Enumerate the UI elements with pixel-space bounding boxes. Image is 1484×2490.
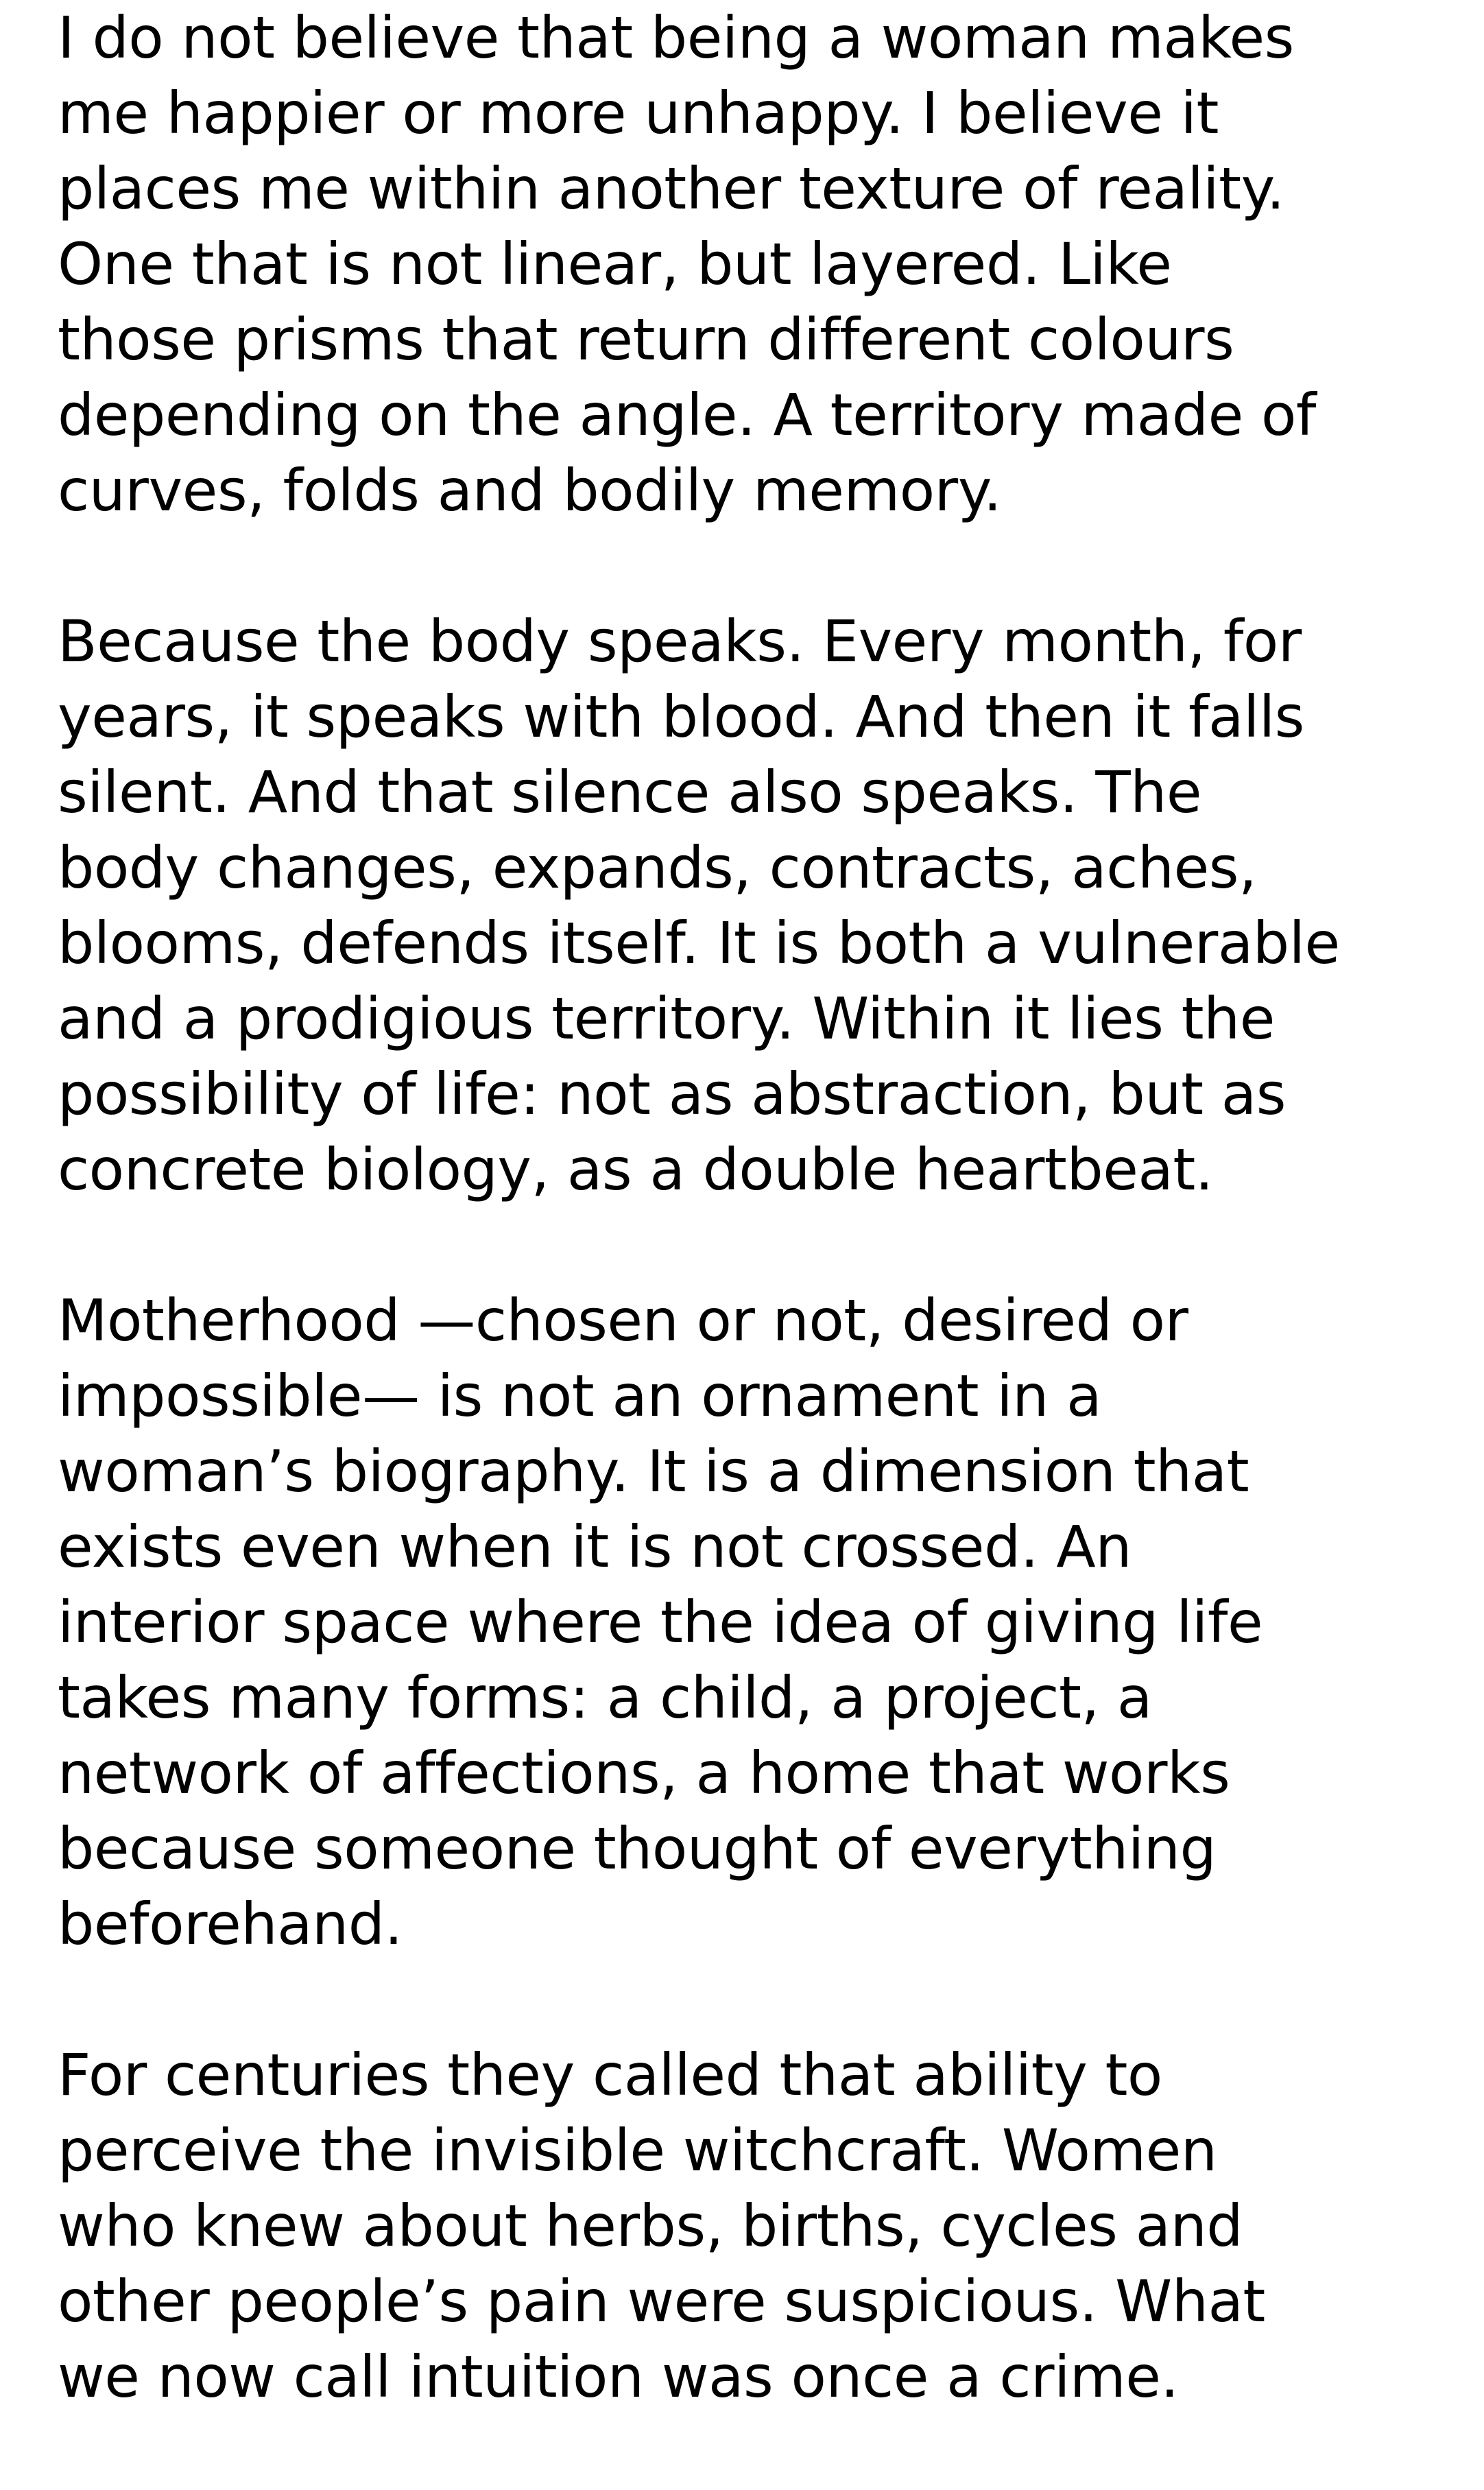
text-line: For centuries they called that ability to — [58, 2041, 1162, 2109]
text-line: One that is not linear, but layered. Like — [58, 230, 1172, 298]
text-line: beforehand. — [58, 1890, 403, 1958]
document-body — [58, 0, 1470, 2490]
text-line: places me within another texture of reality. — [58, 155, 1285, 222]
text-line: silent. And that silence also speaks. The — [58, 759, 1202, 826]
text-line: impossible— is not an ornament in a — [58, 1362, 1102, 1430]
text-line: and a prodigious territory. Within it lies the — [58, 985, 1275, 1052]
text-line: body changes, expands, contracts, aches, — [58, 834, 1257, 901]
paragraph-4 — [58, 2037, 1470, 2415]
text-line: concrete biology, as a double heartbeat. — [58, 1136, 1213, 1203]
text-line: I do not believe that being a woman makes — [58, 4, 1294, 71]
text-line: Motherhood —chosen or not, desired or — [58, 1287, 1188, 1354]
text-line: takes many forms: a child, a project, a — [58, 1664, 1152, 1731]
text-line: woman’s biography. It is a dimension that — [58, 1438, 1249, 1505]
text-line: depending on the angle. A territory made of — [58, 381, 1316, 449]
text-line: those prisms that return different colours — [58, 306, 1234, 373]
text-line: blooms, defends itself. It is both a vulnerable — [58, 910, 1340, 977]
text-line: Because the body speaks. Every month, for — [58, 608, 1302, 675]
text-line: other people’s pain were suspicious. What — [58, 2268, 1265, 2335]
text-line: exists even when it is not crossed. An — [58, 1513, 1132, 1580]
paragraph-3 — [58, 1283, 1470, 1962]
text-line: possibility of life: not as abstraction, but as — [58, 1060, 1286, 1128]
text-line: we now call intuition was once a crime. — [58, 2343, 1179, 2410]
paragraph-1 — [58, 0, 1470, 528]
text-line: years, it speaks with blood. And then it falls — [58, 683, 1304, 750]
text-line: because someone thought of everything — [58, 1815, 1217, 1882]
text-line: who knew about herbs, births, cycles and — [58, 2192, 1243, 2260]
text-line: network of affections, a home that works — [58, 1740, 1230, 1807]
text-line: interior space where the idea of giving life — [58, 1589, 1263, 1656]
paragraph-2 — [58, 604, 1470, 1207]
text-line: curves, folds and bodily memory. — [58, 457, 1002, 524]
text-line: me happier or more unhappy. I believe it — [58, 80, 1219, 147]
text-line: perceive the invisible witchcraft. Women — [58, 2117, 1217, 2184]
